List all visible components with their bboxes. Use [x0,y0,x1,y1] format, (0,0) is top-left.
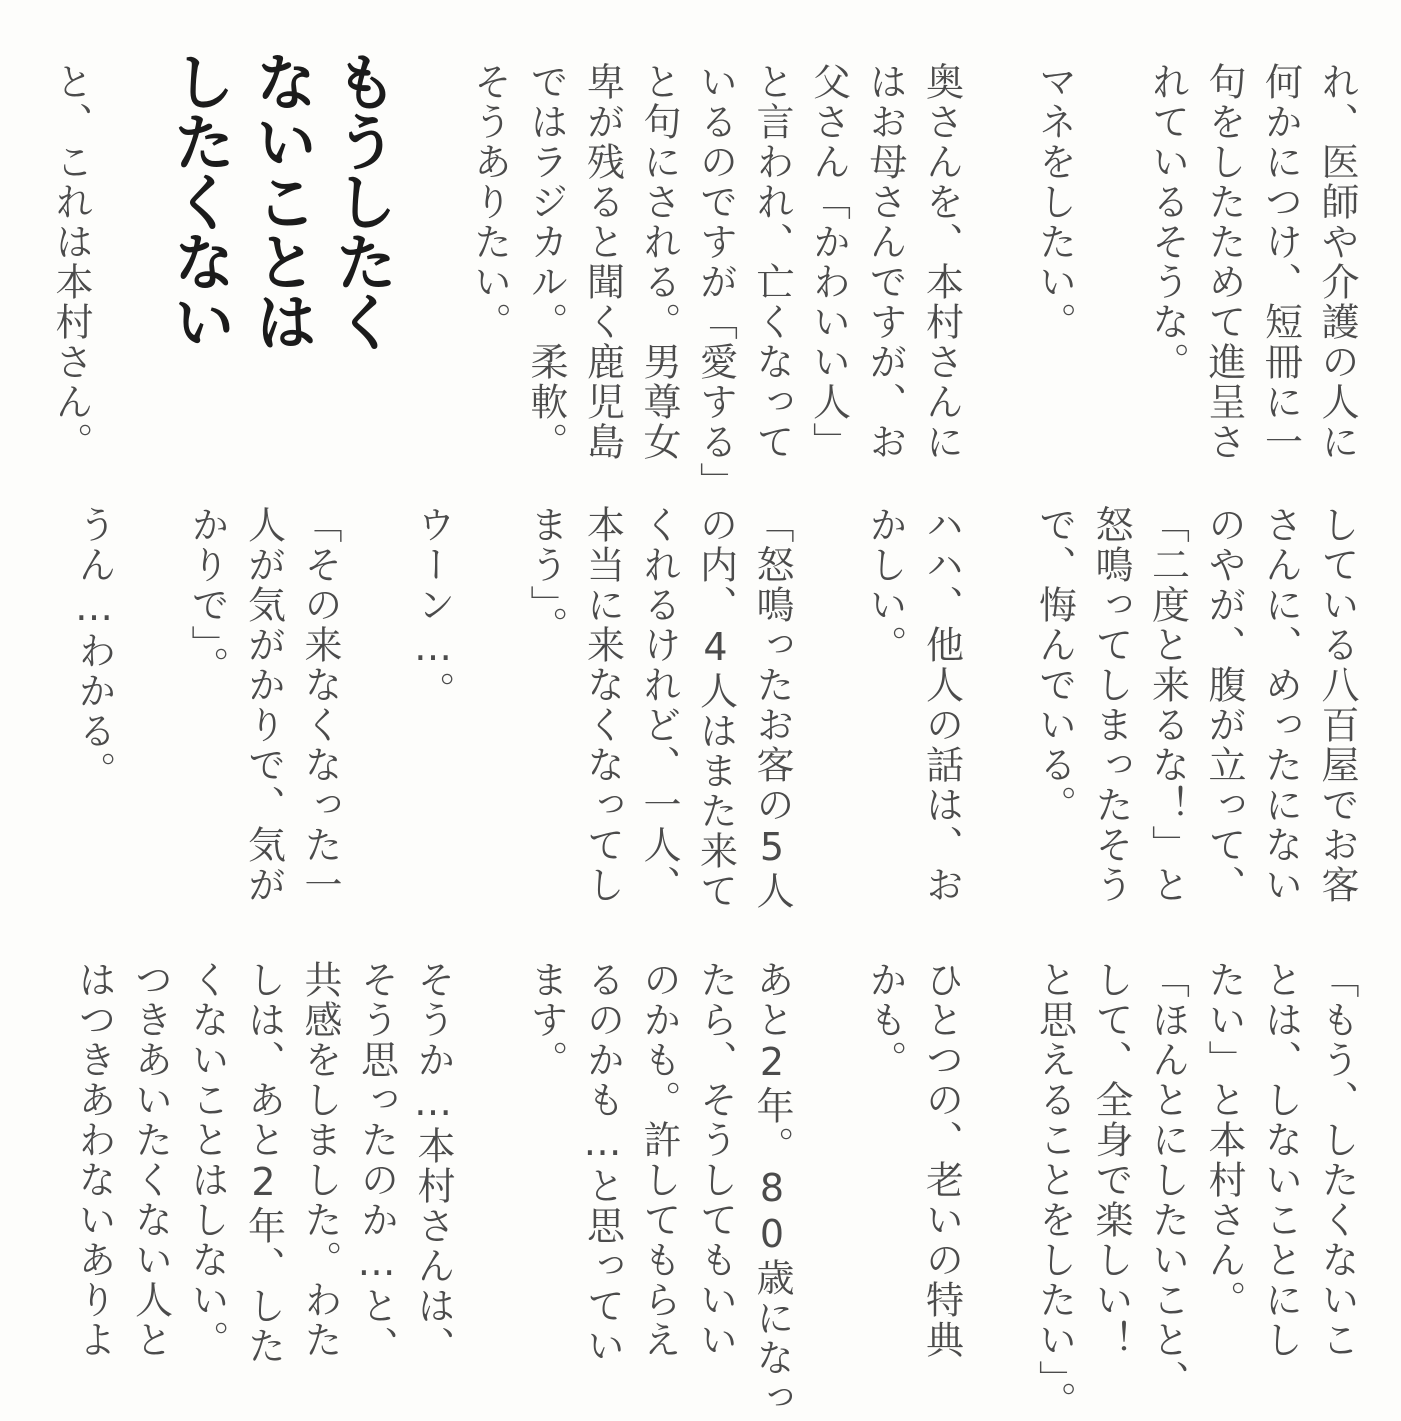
text-column: 何かにつけ、短冊に一 [1258,62,1303,462]
text-column: 「もう、したくないこ [1315,960,1359,1360]
text-column: 奥さんを、本村さんに [919,62,964,462]
text-column: しは、あと2年、した [241,960,286,1366]
text-column: マネをしたい。 [1032,62,1077,342]
text-column: はつきあわないありよ [72,960,116,1360]
heading-line-1: もうしたく [325,50,398,350]
text-column: して、全身で楽しい！ [1089,960,1133,1360]
text-column: れ、医師や介護の人に [1315,62,1359,462]
text-column: かしい。 [863,505,907,665]
text-column: ひとつの、老いの特典 [919,960,964,1360]
text-column: 父さん「かわいい人」 [806,62,851,462]
text-column: つきあいたくない人と [128,960,173,1360]
text-column: かも。 [863,960,907,1080]
text-column: の内、4人はまた来て [693,505,738,911]
text-column: 共感をしました。わた [298,960,342,1360]
text-column: るのかも…と思ってい [580,960,625,1366]
text-column: くれるけれど、一人、 [637,505,681,905]
heading-line-3: したくない [163,50,236,350]
text-column: ハハ、他人の話は、お [919,505,964,905]
text-column: 人が気がかりで、気が [241,505,286,905]
text-column: している八百屋でお客 [1315,505,1359,905]
text-column: くないことはしない。 [185,960,229,1360]
text-column: 本当に来なくなってし [580,505,625,905]
text-column: いるのですが「愛する」 [693,62,738,502]
text-column: 「その来なくなった一 [298,505,342,905]
text-column: 「ほんとにしたいこと、 [1145,960,1190,1400]
text-column: ます。 [524,960,568,1080]
text-column: 「二度と来るな！」と [1145,505,1190,905]
text-column: そうか…本村さんは、 [411,960,455,1366]
text-column: うん…わかる。 [72,505,116,791]
text-column: たい」と本村さん。 [1202,960,1246,1320]
text-column: と句にされる。男尊女 [637,62,681,462]
text-column: と言われ、亡くなって [750,62,794,462]
text-column: はお母さんですが、お [863,62,907,462]
text-column: 「怒鳴ったお客の5人 [750,505,794,911]
text-column: さんに、めったにない [1258,505,1303,905]
text-column: ウーン…。 [411,505,455,711]
text-column: ではラジカル。柔軟。 [524,62,568,462]
heading-line-2: ないことは [245,50,318,350]
text-column: 句をしたためて進呈さ [1202,62,1246,462]
text-column: と、これは本村さん。 [49,62,93,462]
text-column: そうありたい。 [467,62,512,342]
text-column: あと2年。80歳になっ [750,960,794,1418]
text-column: 卑が残ると聞く鹿児島 [580,62,625,462]
heading-block [162,50,398,420]
text-column: かりで」。 [185,505,229,686]
text-column: まう」。 [524,505,568,646]
text-column: たら、そうしてもいい [693,960,738,1360]
text-column: で、悔んでいる。 [1032,505,1077,825]
text-column: そう思ったのか…と、 [354,960,399,1366]
text-column: のやが、腹が立って、 [1202,505,1246,905]
text-column: のかも。許してもらえ [637,960,681,1360]
text-column: とは、しないことにし [1258,960,1303,1360]
text-column: 怒鳴ってしまったそう [1089,505,1133,905]
text-column: れているそうな。 [1145,62,1190,382]
text-column: と思えることをしたい」。 [1032,960,1077,1421]
